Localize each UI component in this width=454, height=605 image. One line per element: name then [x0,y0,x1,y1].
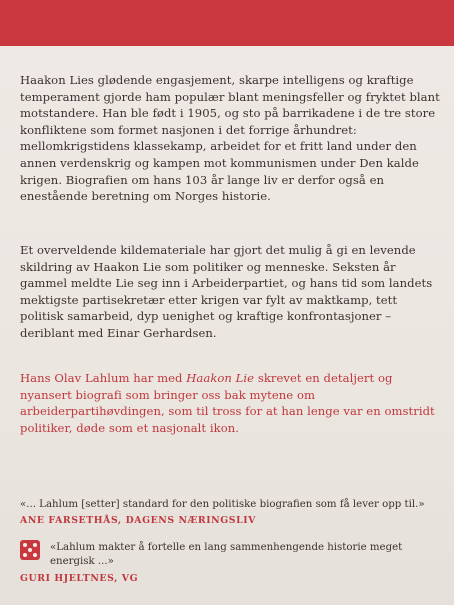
review-source-1: ANE FARSETHÅS, DAGENS NÆRINGSLIV [20,515,256,526]
review-quote-1: «... Lahlum [setter] standard for den politiske biografien som få lever opp til.» [20,499,425,510]
blurb-paragraph-2: Et overveldende kildemateriale har gjort det mulig å gi en levende skildring av Haakon Lie som politiker og menneske. Seksten år gammel meldte Lie seg inn i Arbeiderpartiet, og hans tid som landets mektigste partisekretær etter krigen var fylt av maktkamp, tett politisk samarbeid, dyp uenighet og kraftige konfrontasjoner – deriblant med Einar Gerhardsen. [20,243,433,340]
back-cover-page [0,46,454,605]
cover-red-band [0,0,454,46]
blurb-paragraph-3-before: Hans Olav Lahlum har med [20,371,187,385]
blurb-paragraph-1: Haakon Lies glødende engasjement, skarpe intelligens og kraftige temperament gjorde ham populær blant meningsfeller og fryktet blant motstandere. Han ble født i 1905, og sto på barrikadene i de tre store konfliktene som formet nasjonen i det forrige århundret: mellomkrigstidens klassekamp, arbeidet for et fritt land under den annen verdenskrig og kampen mot kommunismen under Den kalde krigen. Biografien om hans 103 år lange liv er derfor også en enestående beretning om Norges historie. [20,73,440,204]
blurb-paragraph-3 [20,370,440,436]
review-quote-2: «Lahlum makter å fortelle en lang sammenhengende historie meget energisk ...» [50,542,403,567]
dice-five-icon [20,540,40,560]
blurb-paragraph-3-after: skrevet en detaljert og nyansert biografi som bringer oss bak mytene om arbeiderpartihøvdingen, som til tross for at han lenge var en omstridt politiker, døde som et nasjonalt ikon. [20,371,435,435]
book-title: Haakon Lie [186,371,255,385]
review-source-2: GURI HJELTNES, VG [20,573,139,584]
